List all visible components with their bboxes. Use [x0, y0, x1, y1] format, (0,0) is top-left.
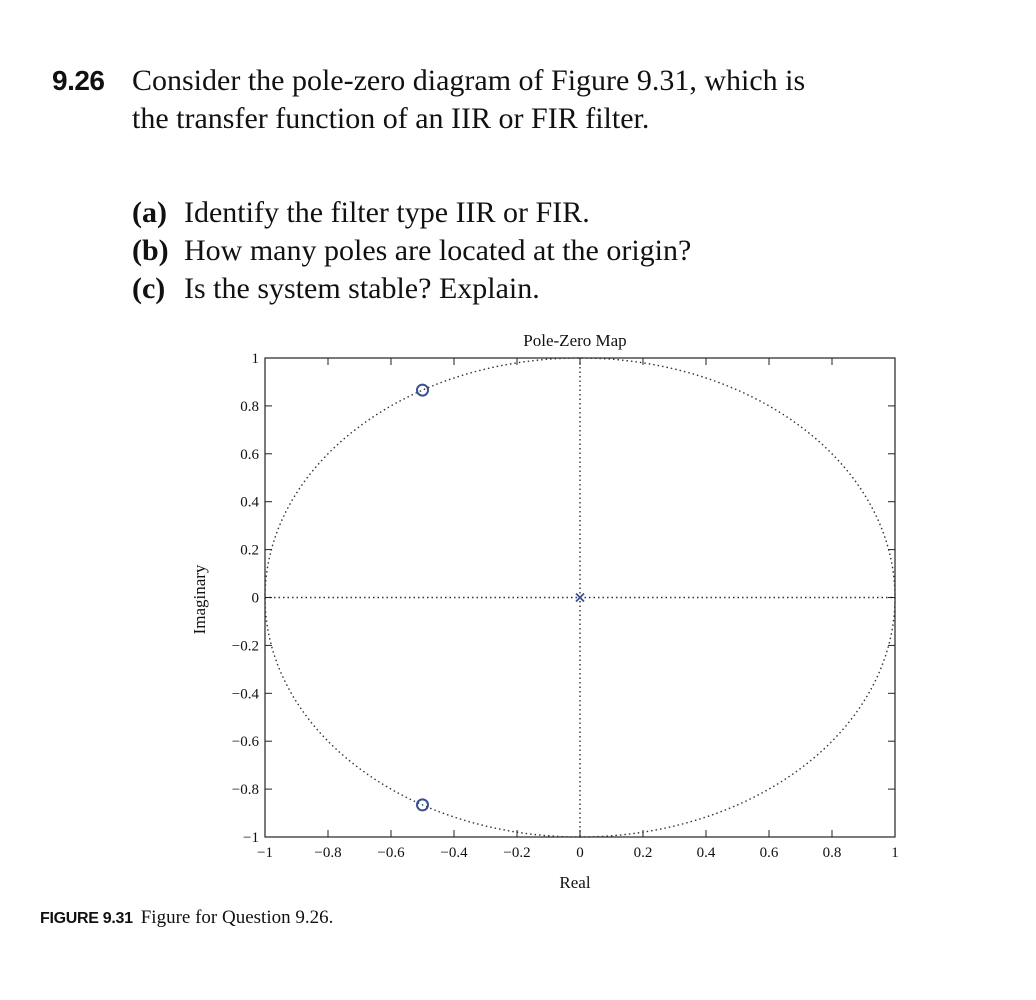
x-tick-label: 0 — [576, 845, 584, 861]
question-number: 9.26 — [52, 65, 105, 96]
part-label: (b) — [132, 234, 169, 267]
y-tick-label: −0.6 — [231, 734, 259, 751]
x-tick-label: −1 — [257, 845, 273, 861]
x-tick-label: 1 — [891, 845, 899, 861]
y-tick-label: 0.6 — [240, 446, 259, 463]
chart-title: Pole-Zero Map — [523, 331, 627, 350]
y-tick-label: 0 — [251, 590, 259, 607]
y-tick-label: −1 — [243, 830, 259, 846]
x-tick-label: 0.4 — [696, 845, 716, 861]
question-text: Consider the pole-zero diagram of Figure 9.31, which is the transfer function of an IIR or FIR filter. — [132, 64, 806, 135]
y-tick-label: 0.2 — [240, 542, 259, 559]
y-tick-label: 0.8 — [240, 398, 259, 415]
y-axis-label: Imaginary — [190, 564, 209, 635]
figure-caption — [40, 907, 333, 929]
part-label: (a) — [132, 196, 167, 229]
x-tick-label: 0.8 — [822, 845, 842, 861]
part-text: Identify the filter type IIR or FIR. — [184, 196, 590, 229]
x-tick-label: −0.4 — [440, 845, 468, 861]
x-axis-label: Real — [559, 873, 591, 892]
y-tick-label: −0.2 — [231, 638, 259, 655]
y-tick-label: −0.8 — [231, 782, 259, 799]
x-tick-label: 0.2 — [633, 845, 653, 861]
y-tick-label: −0.4 — [231, 686, 259, 703]
x-tick-label: −0.2 — [503, 845, 531, 861]
x-tick-label: −0.8 — [314, 845, 342, 861]
y-tick-label: 0.4 — [240, 494, 259, 511]
figure-caption-label: FIGURE 9.31 — [40, 910, 133, 927]
part-text: How many poles are located at the origin? — [184, 234, 692, 267]
zero-marker — [417, 385, 428, 396]
figure-caption-text: Figure for Question 9.26. — [140, 907, 334, 928]
x-tick-label: −0.6 — [377, 845, 405, 861]
part-text: Is the system stable? Explain. — [184, 272, 540, 305]
x-tick-label: 0.6 — [759, 845, 779, 861]
part-label: (c) — [132, 272, 166, 305]
pole-marker — [576, 594, 584, 602]
y-tick-label: 1 — [251, 351, 259, 367]
